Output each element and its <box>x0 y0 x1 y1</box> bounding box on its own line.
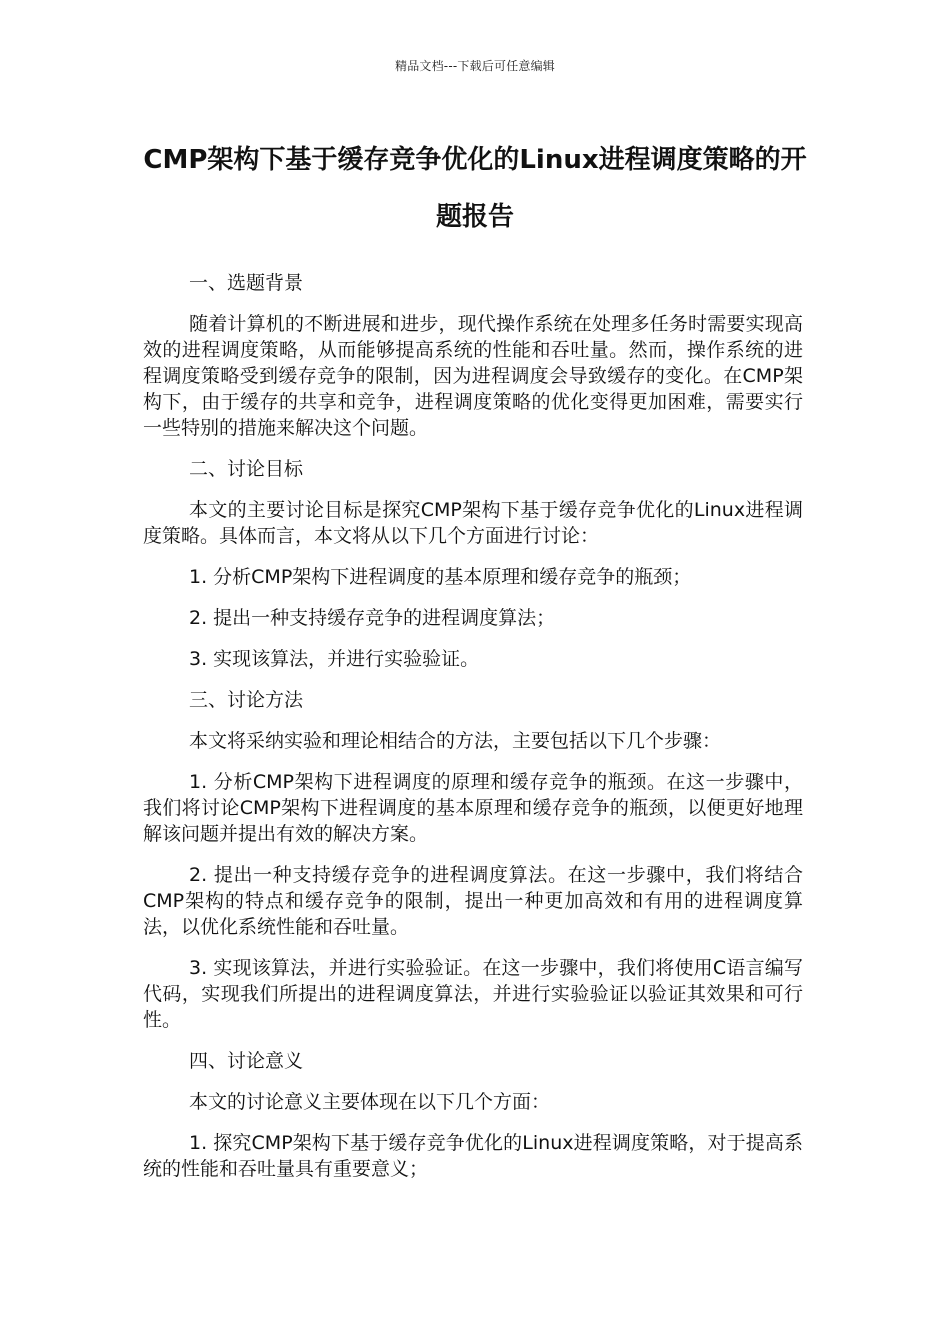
section-heading-goals: 二、讨论目标 <box>189 458 304 480</box>
paragraph-significance-intro: 本文的讨论意义主要体现在以下几个方面： <box>189 1091 551 1113</box>
list-item-significance-1: 1. 探究CMP架构下基于缓存竞争优化的Linux进程调度策略，对于提高系统的性能和吞吐量具有重要意义； <box>143 1132 803 1180</box>
paragraph-methods-intro: 本文将采纳实验和理论相结合的方法，主要包括以下几个步骤： <box>189 730 722 752</box>
list-item-method-3: 3. 实现该算法，并进行实验验证。在这一步骤中，我们将使用C语言编写代码，实现我们所提出的进程调度算法，并进行实验验证以验证其效果和可行性。 <box>143 957 803 1031</box>
section-heading-significance: 四、讨论意义 <box>189 1050 304 1072</box>
paragraph-goals-intro: 本文的主要讨论目标是探究CMP架构下基于缓存竞争优化的Linux进程调度策略。具体而言，本文将从以下几个方面进行讨论： <box>143 499 803 547</box>
list-item-method-2: 2. 提出一种支持缓存竞争的进程调度算法。在这一步骤中，我们将结合CMP架构的特点和缓存竞争的限制，提出一种更加高效和有用的进程调度算法，以优化系统性能和吞吐量。 <box>143 864 803 938</box>
list-item-method-1: 1. 分析CMP架构下进程调度的原理和缓存竞争的瓶颈。在这一步骤中，我们将讨论CMP架构下进程调度的基本原理和缓存竞争的瓶颈，以便更好地理解该问题并提出有效的解决方案。 <box>143 771 803 845</box>
header-note: 精品文档---下载后可任意编辑 <box>395 59 555 73</box>
section-heading-methods: 三、讨论方法 <box>189 689 304 711</box>
list-item-goal-3: 3. 实现该算法，并进行实验验证。 <box>189 648 480 670</box>
paragraph-background: 随着计算机的不断进展和进步，现代操作系统在处理多任务时需要实现高效的进程调度策略，从而能够提高系统的性能和吞吐量。然而，操作系统的进程调度策略受到缓存竞争的限制，因为进程调度会导致缓存的变化。在CMP架构下，由于缓存的共享和竞争，进程调度策略的优化变得更加困难，需要实行一些特别的措施来解决这个问题。 <box>143 313 803 439</box>
list-item-goal-2: 2. 提出一种支持缓存竞争的进程调度算法； <box>189 607 556 629</box>
document-body <box>143 270 803 1197</box>
section-heading-background: 一、选题背景 <box>189 272 304 294</box>
list-item-goal-1: 1. 分析CMP架构下进程调度的基本原理和缓存竞争的瓶颈； <box>189 566 692 588</box>
document-title: CMP架构下基于缓存竞争优化的Linux进程调度策略的开题报告 <box>143 145 807 232</box>
